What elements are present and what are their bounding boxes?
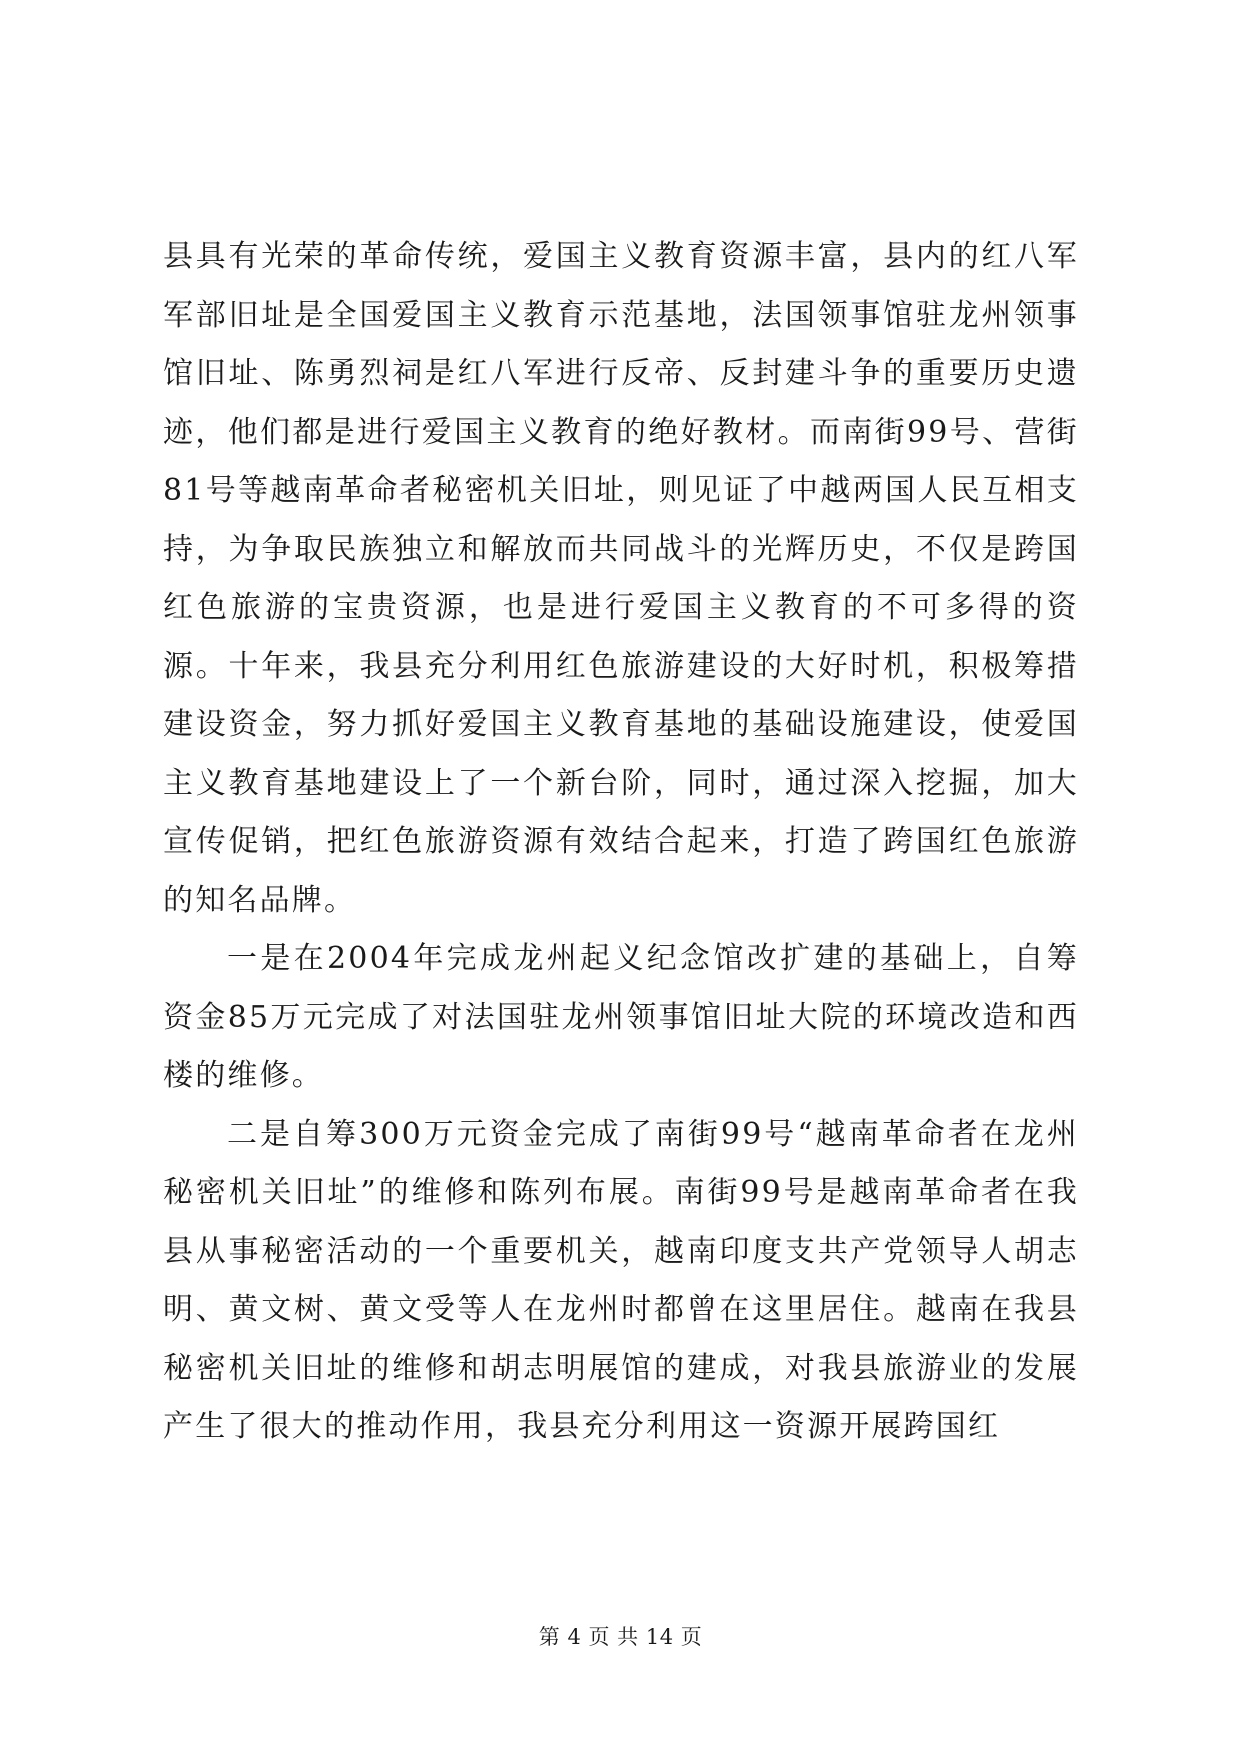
page-number-footer: 第 4 页 共 14 页 [538, 1625, 703, 1649]
body-text [163, 228, 1079, 1457]
paragraph-3: 二是自筹300万元资金完成了南街99号“越南革命者在龙州秘密机关旧址”的维修和陈列布展。南街99号是越南革命者在我县从事秘密活动的一个重要机关，越南印度支共产党领导人胡志明、黄文树、黄文受等人在龙州时都曾在这里居住。越南在我县秘密机关旧址的维修和胡志明展馆的建成，对我县旅游业的发展产生了很大的推动作用，我县充分利用这一资源开展跨国红 [163, 1116, 1079, 1444]
paragraph-2: 一是在2004年完成龙州起义纪念馆改扩建的基础上，自筹资金85万元完成了对法国驻龙州领事馆旧址大院的环境改造和西楼的维修。 [163, 941, 1079, 1093]
paragraph-1: 县具有光荣的革命传统，爱国主义教育资源丰富，县内的红八军军部旧址是全国爱国主义教育示范基地，法国领事馆驻龙州领事馆旧址、陈勇烈祠是红八军进行反帝、反封建斗争的重要历史遗迹，他们都是进行爱国主义教育的绝好教材。而南街99号、营街81号等越南革命者秘密机关旧址，则见证了中越两国人民互相支持，为争取民族独立和解放而共同战斗的光辉历史，不仅是跨国红色旅游的宝贵资源，也是进行爱国主义教育的不可多得的资源。十年来，我县充分利用红色旅游建设的大好时机，积极筹措建设资金，努力抓好爱国主义教育基地的基础设施建设，使爱国主义教育基地建设上了一个新台阶，同时，通过深入挖掘，加大宣传促销，把红色旅游资源有效结合起来，打造了跨国红色旅游的知名品牌。 [163, 239, 1079, 918]
